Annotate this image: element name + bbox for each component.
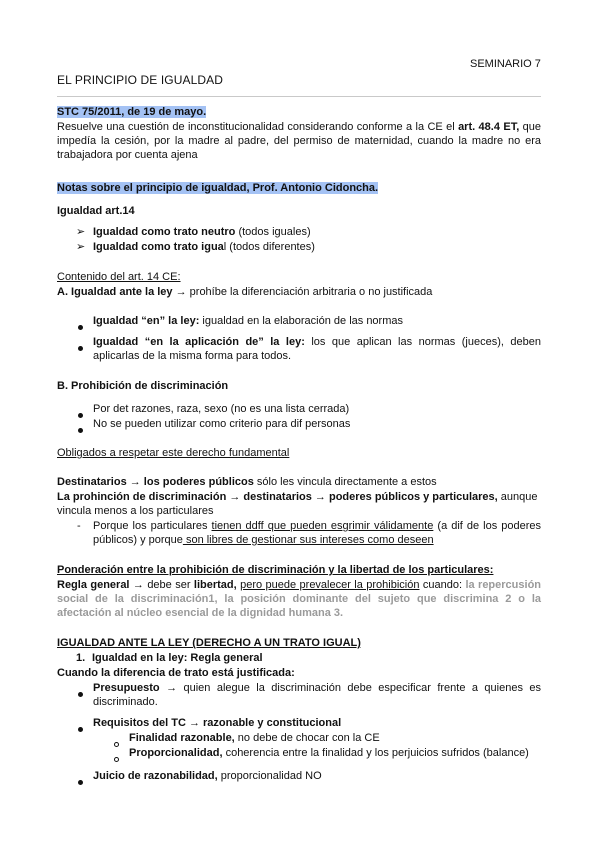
notas-heading: Notas sobre el principio de igualdad, Prof. Antonio Cidoncha. [57, 182, 379, 194]
seminar-label: SEMINARIO 7 [470, 58, 541, 70]
list-item: Igualdad “en la aplicación de” la ley: los que aplican las normas (jueces), deben aplicarlas de la misma forma para todos. [93, 336, 541, 362]
stc-paragraph: Resuelve una cuestión de inconstitucionalidad considerando conforme a la CE el art. 48.4 ET, que impedía la cesión, por la madre al padre, del permiso de maternidad, cuando la madre no era trabajadora por cuenta ajena [57, 121, 541, 161]
list-item: Juicio de razonabilidad, proporcionalidad NO [93, 770, 322, 782]
title-divider [57, 96, 541, 97]
list-item: Porque los particulares tienen ddff que pueden esgrimir válidamente (a dif de los poderes públicos) y porque son libres de gestionar sus intereses como deseen [93, 520, 542, 546]
ponderacion-heading: Ponderación entre la prohibición de discriminación y la libertad de los particulares: [57, 564, 494, 576]
bullet-icon [78, 408, 83, 422]
stc-heading: STC 75/2011, de 19 de mayo. [57, 106, 207, 118]
ponderacion-paragraph: Regla general → debe ser libertad, pero puede prevalecer la prohibición cuando: la repercusión social de la discriminación1, la posición dominante del sujeto que discrimina 2 o la afectación al núcleo esencial de la dignidad humana 3. [57, 579, 542, 619]
list-item: No se pueden utilizar como criterio para dif personas [93, 418, 351, 430]
bullet-icon [78, 320, 83, 334]
numbered-item: 1. Igualdad en la ley: Regla general [76, 652, 263, 664]
igualdad-art14: Igualdad art.14 [57, 205, 135, 217]
prohibicion-paragraph: La prohinción de discriminación → destinatarios → poderes públicos y particulares, aunque vincula menos a los particulares [57, 491, 538, 517]
list-item: Requisitos del TC → razonable y constitucional [93, 717, 342, 729]
contenido-heading: Contenido del art. 14 CE: [57, 271, 181, 283]
list-item: Igualdad “en” la ley: igualdad en la elaboración de las normas [93, 315, 403, 327]
destinatarios-line: Destinatarios → los poderes públicos sólo les vincula directamente a estos [57, 476, 437, 488]
circle-bullet-icon [114, 737, 119, 751]
bullet-icon [78, 341, 83, 355]
obligados-heading: Obligados a respetar este derecho fundamental [57, 447, 290, 459]
arrow-bullet-icon: ➢ [76, 241, 86, 253]
page-title: EL PRINCIPIO DE IGUALDAD [57, 73, 223, 87]
list-item: Finalidad razonable, no debe de chocar con la CE [129, 732, 380, 744]
list-item: ➢ Igualdad como trato neutro (todos iguales) [76, 226, 311, 238]
list-item: Por det razones, raza, sexo (no es una lista cerrada) [93, 403, 350, 415]
arrow-bullet-icon: ➢ [76, 226, 86, 238]
list-item: ➢ Igualdad como trato igual (todos diferentes) [76, 241, 315, 253]
bullet-icon [78, 775, 83, 789]
bullet-icon [78, 423, 83, 437]
bullet-icon [78, 687, 83, 701]
igualdad-ante-ley: A. Igualdad ante la ley → prohíbe la diferenciación arbitraria o no justificada [57, 286, 433, 298]
cuando-line: Cuando la diferencia de trato está justificada: [57, 667, 295, 679]
igualdad-ley-heading: IGUALDAD ANTE LA LEY (DERECHO A UN TRATO IGUAL) [57, 637, 361, 649]
prohibicion-heading: B. Prohibición de discriminación [57, 380, 229, 392]
bullet-icon [78, 722, 83, 736]
list-item: Proporcionalidad, coherencia entre la finalidad y los perjuicios sufridos (balance) [129, 747, 529, 759]
circle-bullet-icon [114, 752, 119, 766]
list-item: Presupuesto → quien alegue la discriminación debe especificar frente a quienes es discriminado. [93, 682, 541, 708]
dash-bullet: - [77, 520, 81, 532]
